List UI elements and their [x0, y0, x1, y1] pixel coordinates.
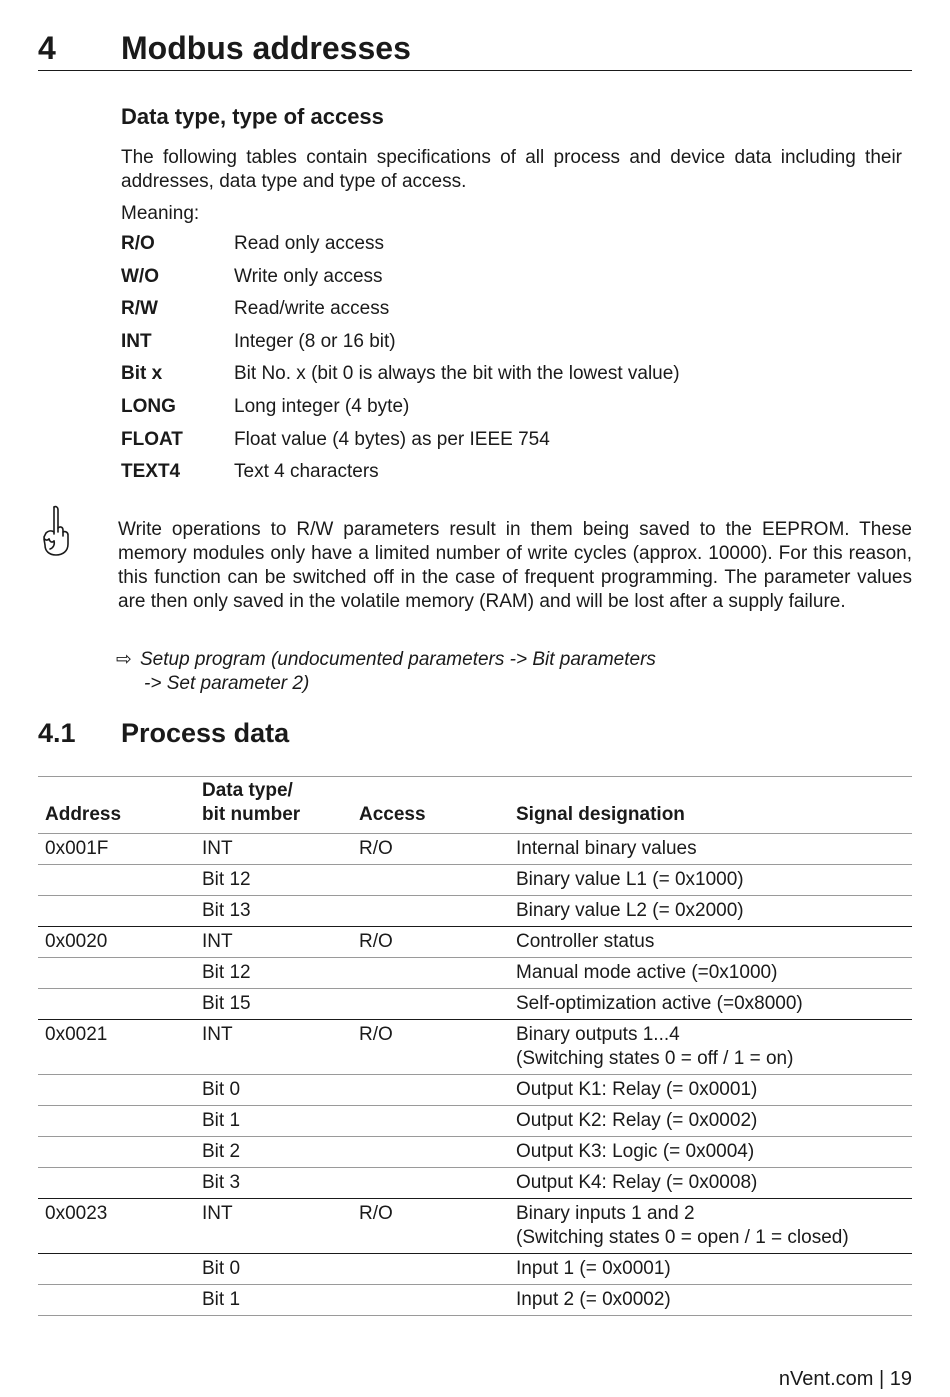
cell-type: Bit 15	[195, 989, 352, 1020]
cell-address	[38, 1285, 195, 1316]
footer-site: nVent.com	[778, 1368, 874, 1390]
definition-item	[121, 331, 821, 364]
cell-access	[352, 989, 509, 1020]
definition-term: Bit x	[121, 363, 163, 385]
cell-address	[38, 1137, 195, 1168]
cell-type: Bit 13	[195, 896, 352, 927]
definition-desc: Bit No. x (bit 0 is always the bit with the lowest value)	[234, 363, 680, 385]
cell-signal: Controller status	[509, 927, 912, 958]
cell-type: Bit 3	[195, 1168, 352, 1199]
definition-item	[121, 298, 821, 331]
definition-term: R/O	[121, 233, 155, 254]
chapter-number: 4	[38, 30, 56, 66]
cell-signal-line-2: (Switching states 0 = off / 1 = on)	[516, 1048, 794, 1069]
table-row	[38, 1106, 912, 1137]
section-title: Process data	[121, 718, 290, 748]
page-number: 19	[889, 1368, 912, 1390]
table-row	[38, 1168, 912, 1199]
definition-item	[121, 363, 821, 396]
definition-list	[121, 233, 821, 494]
cell-signal: Self-optimization active (=0x8000)	[509, 989, 912, 1020]
cell-address	[38, 989, 195, 1020]
cell-signal	[509, 1020, 912, 1075]
table-row	[38, 896, 912, 927]
cell-type: Bit 2	[195, 1137, 352, 1168]
definition-item	[121, 396, 821, 429]
table-row	[38, 927, 912, 958]
cell-signal: Output K4: Relay (= 0x0008)	[509, 1168, 912, 1199]
definition-term: W/O	[121, 265, 159, 287]
cell-signal: Manual mode active (=0x1000)	[509, 958, 912, 989]
setup-line-2: -> Set parameter 2)	[144, 673, 310, 694]
cell-type: Bit 1	[195, 1106, 352, 1137]
header-datatype	[195, 777, 352, 834]
definition-desc: Integer (8 or 16 bit)	[234, 330, 396, 352]
table-row	[38, 1199, 912, 1254]
cell-access: R/O	[352, 927, 509, 958]
definition-item	[121, 233, 821, 266]
cell-access	[352, 1137, 509, 1168]
setup-reference	[116, 648, 656, 696]
cell-address	[38, 1075, 195, 1106]
cell-signal: Output K1: Relay (= 0x0001)	[509, 1075, 912, 1106]
definition-desc: Write only access	[234, 265, 383, 287]
pointing-hand-icon	[40, 504, 70, 558]
chapter-heading	[38, 28, 912, 71]
page-footer	[779, 1368, 912, 1391]
cell-address	[38, 896, 195, 927]
cell-signal: Output K3: Logic (= 0x0004)	[509, 1137, 912, 1168]
cell-access: R/O	[352, 1199, 509, 1254]
note-paragraph: Write operations to R/W parameters result in them being saved to the EEPROM. These memory modules only have a limited number of write cycles (approx. 10000). For this reason, this function can be switched off in the case of frequent programming. The parameter values are then only saved in the volatile memory (RAM) and will be lost after a supply failure.	[118, 519, 912, 612]
cell-signal: Binary value L2 (= 0x2000)	[509, 896, 912, 927]
definition-term: INT	[121, 330, 152, 352]
definition-desc: Read only access	[234, 233, 384, 254]
table-header-row	[38, 777, 912, 834]
table-row	[38, 989, 912, 1020]
chapter-title: Modbus addresses	[121, 30, 411, 66]
table-row	[38, 1137, 912, 1168]
table-row	[38, 1285, 912, 1316]
cell-signal: Output K2: Relay (= 0x0002)	[509, 1106, 912, 1137]
meaning-label: Meaning:	[121, 203, 200, 224]
definition-desc: Read/write access	[234, 298, 390, 320]
cell-address	[38, 1106, 195, 1137]
cell-access: R/O	[352, 834, 509, 865]
table-row	[38, 834, 912, 865]
footer-separator: |	[878, 1368, 885, 1390]
cell-address: 0x001F	[38, 834, 195, 865]
table-row	[38, 1075, 912, 1106]
cell-access	[352, 865, 509, 896]
definition-term: TEXT4	[121, 461, 181, 483]
cell-address: 0x0021	[38, 1020, 195, 1075]
cell-type: Bit 1	[195, 1285, 352, 1316]
cell-address	[38, 958, 195, 989]
cell-type: Bit 12	[195, 958, 352, 989]
cell-address	[38, 1254, 195, 1285]
cell-type: INT	[195, 834, 352, 865]
cell-address	[38, 865, 195, 896]
cell-type: INT	[195, 1020, 352, 1075]
cell-signal-line-2: (Switching states 0 = open / 1 = closed)	[516, 1227, 849, 1248]
cell-signal-line-1: Binary inputs 1 and 2	[516, 1203, 695, 1224]
header-access: Access	[352, 777, 509, 834]
table-row	[38, 1020, 912, 1075]
cell-type: Bit 0	[195, 1075, 352, 1106]
cell-address: 0x0020	[38, 927, 195, 958]
section-number: 4.1	[38, 718, 76, 748]
cell-type: INT	[195, 1199, 352, 1254]
process-data-table	[38, 776, 912, 1316]
intro-paragraph: The following tables contain specifications of all process and device data including their addresses, data type and type of access.	[121, 147, 902, 192]
definition-desc: Text 4 characters	[234, 461, 379, 483]
cell-type: Bit 0	[195, 1254, 352, 1285]
header-datatype-line-2: bit number	[202, 804, 301, 825]
cell-signal	[509, 1199, 912, 1254]
cell-access	[352, 1285, 509, 1316]
cell-signal-line-1: Binary outputs 1...4	[516, 1024, 680, 1045]
definition-term: R/W	[121, 298, 158, 320]
cell-signal: Input 2 (= 0x0002)	[509, 1285, 912, 1316]
table-row	[38, 958, 912, 989]
cell-access	[352, 1075, 509, 1106]
cell-access	[352, 896, 509, 927]
header-signal: Signal designation	[509, 777, 912, 834]
cell-type: INT	[195, 927, 352, 958]
arrow-right-icon: ⇨	[116, 649, 132, 670]
cell-access	[352, 958, 509, 989]
cell-type: Bit 12	[195, 865, 352, 896]
table-row	[38, 865, 912, 896]
table-row	[38, 1254, 912, 1285]
cell-access	[352, 1254, 509, 1285]
definition-desc: Long integer (4 byte)	[234, 395, 410, 417]
cell-signal: Input 1 (= 0x0001)	[509, 1254, 912, 1285]
cell-address	[38, 1168, 195, 1199]
definition-item	[121, 461, 821, 494]
cell-access	[352, 1168, 509, 1199]
header-address: Address	[38, 777, 195, 834]
definition-item	[121, 429, 821, 462]
definition-term: LONG	[121, 395, 176, 417]
cell-signal: Binary value L1 (= 0x1000)	[509, 865, 912, 896]
header-datatype-line-1: Data type/	[202, 780, 293, 801]
cell-signal: Internal binary values	[509, 834, 912, 865]
definition-term: FLOAT	[121, 428, 183, 450]
subheading: Data type, type of access	[121, 104, 384, 129]
definition-desc: Float value (4 bytes) as per IEEE 754	[234, 428, 550, 450]
cell-access	[352, 1106, 509, 1137]
cell-address: 0x0023	[38, 1199, 195, 1254]
cell-access: R/O	[352, 1020, 509, 1075]
definition-item	[121, 266, 821, 299]
setup-line-1: Setup program (undocumented parameters -> Bit parameters	[140, 649, 656, 670]
